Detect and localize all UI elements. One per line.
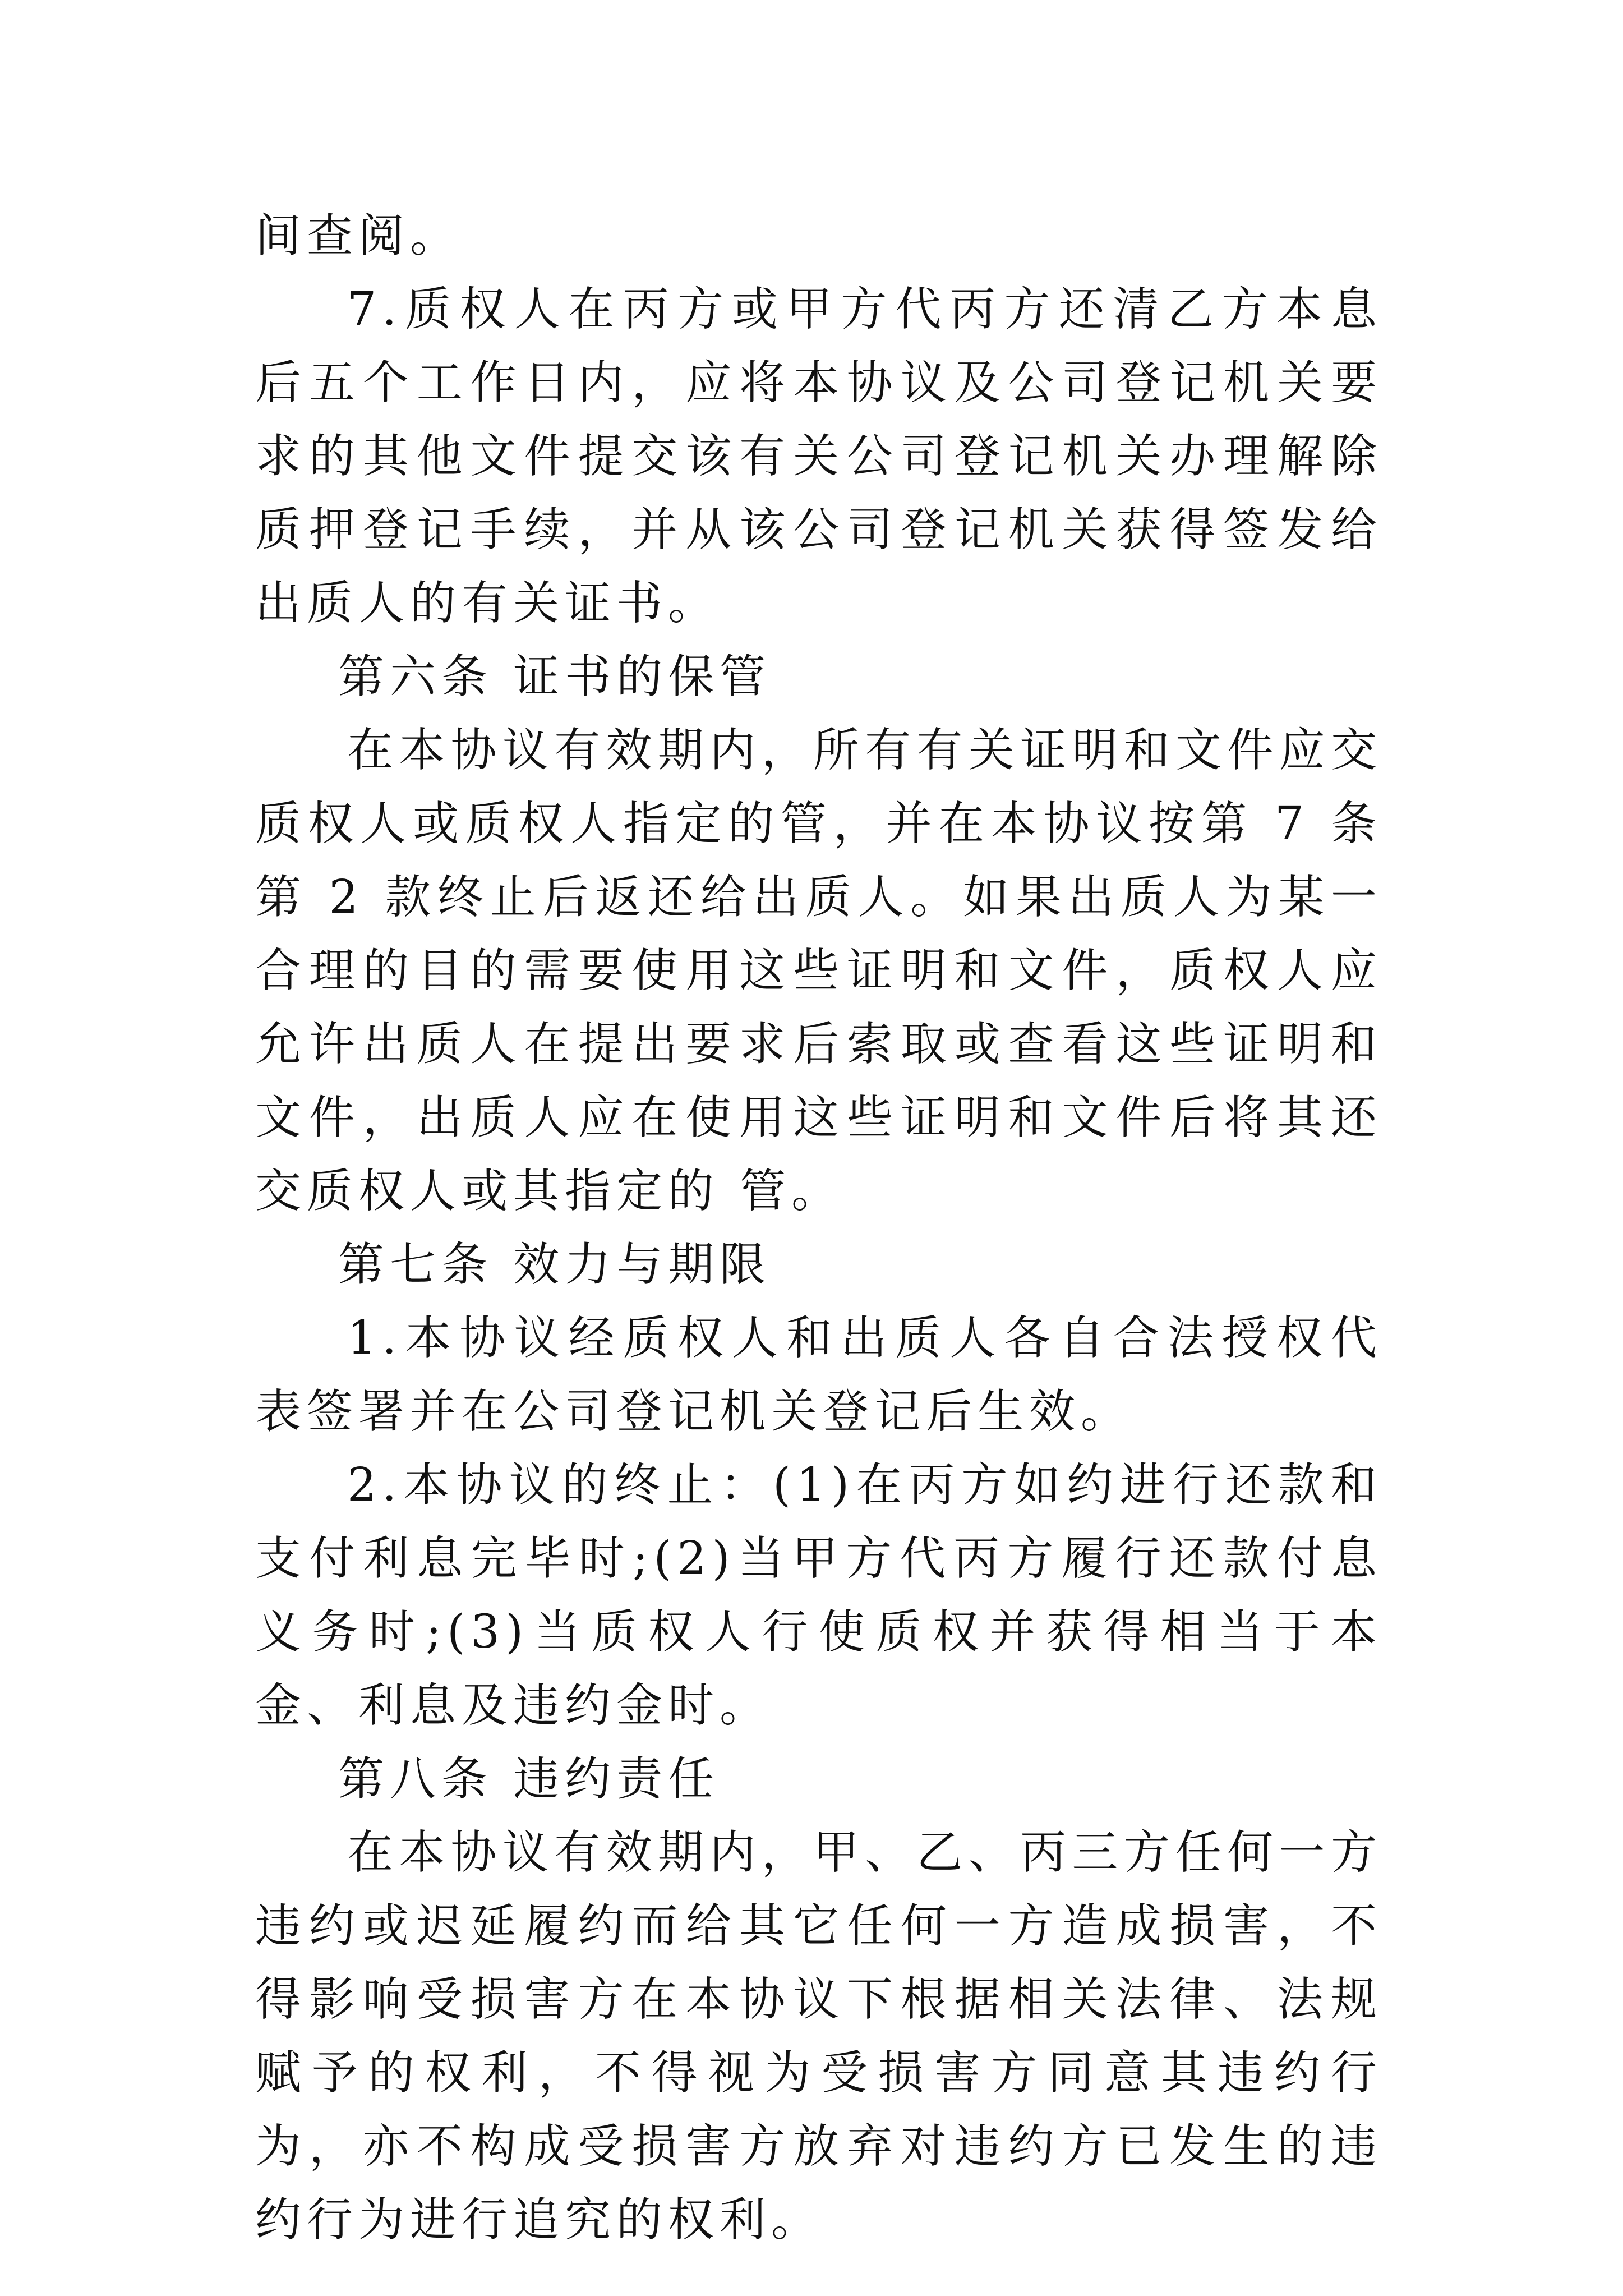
article-6-heading: 第六条 证书的保管 <box>338 650 772 703</box>
document-body <box>255 199 1382 2257</box>
paragraph-article-6: 在本协议有效期内，所有有关证明和文件应交质权人或质权人指定的管，并在本协议按第 7 条第 2 款终止后返还给出质人。如果出质人为某一合理的目的需要使用这些证明和文件，质权人应允许出质人在提出要求后索取或查看这些证明和文件，出质人应在使用这些证明和文件后将其还交质权人或其指定的 管。 <box>255 724 1382 1218</box>
paragraph-article-7-item-2: 2.本协议的终止：(1)在丙方如约进行还款和支付利息完毕时;(2)当甲方代丙方履行还款付息义务时;(3)当质权人行使质权并获得相当于本金、利息及违约金时。 <box>255 1458 1382 1732</box>
paragraph-continuation: 间查阅。 <box>255 209 462 263</box>
article-8-heading: 第八条 违约责任 <box>338 1752 720 1806</box>
paragraph-article-7-item-1: 1.本协议经质权人和出质人各自合法授权代表签署并在公司登记机关登记后生效。 <box>255 1312 1382 1438</box>
article-7-heading: 第七条 效力与期限 <box>338 1238 772 1291</box>
paragraph-clause-7: 7.质权人在丙方或甲方代丙方还清乙方本息后五个工作日内，应将本协议及公司登记机关要求的其他文件提交该有关公司登记机关办理解除质押登记手续，并从该公司登记机关获得签发给出质人的有关证书。 <box>255 283 1382 630</box>
paragraph-article-8: 在本协议有效期内，甲、乙、丙三方任何一方违约或迟延履约而给其它任何一方造成损害，不得影响受损害方在本协议下根据相关法律、法规赋予的权利，不得视为受损害方同意其违约行为，亦不构成受损害方放弃对违约方已发生的违约行为进行追究的权利。 <box>255 1826 1382 2247</box>
